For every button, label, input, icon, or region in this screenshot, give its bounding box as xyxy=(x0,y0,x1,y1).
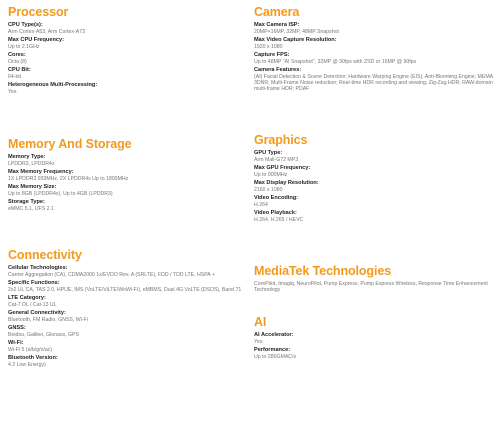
spec-label: Max CPU Frequency: xyxy=(8,37,64,43)
spec-label: Max GPU Frequency: xyxy=(254,165,311,171)
section-title: AI xyxy=(254,315,267,329)
section-graphics xyxy=(254,133,494,225)
spec-label: GPU Type: xyxy=(254,150,283,156)
spec-item xyxy=(254,195,494,208)
spec-value: Up to 900MHz xyxy=(254,171,288,178)
section-mediatek-technologies xyxy=(254,264,494,296)
spec-value: Carrier Aggregation (CA), CDMA2000 1x/EVDO Rev. A (SRLTE), FDD / TDD LTE, HSPA + xyxy=(8,271,215,278)
spec-value: (AI) Facial Detection & Scene Detection; Hardware Warping Engine (EIS); Anti-Blooming Engine; MEMA 3DNR; Multi-Frame Noise reduction; Real-time HDR recording and viewing; Zig-Zag HDR; RAW-domain multi-frame HDR; PDAF xyxy=(254,73,493,93)
spec-item xyxy=(8,184,246,197)
spec-item xyxy=(254,22,494,35)
section-ai xyxy=(254,315,494,362)
spec-item xyxy=(254,180,494,193)
spec-item xyxy=(8,169,246,182)
spec-item xyxy=(254,281,494,294)
spec-label: Heterogeneous Multi-Processing: xyxy=(8,82,98,88)
spec-label: LTE Category: xyxy=(8,295,46,301)
spec-item xyxy=(254,37,494,50)
spec-item xyxy=(254,165,494,178)
spec-label: Cores: xyxy=(8,52,26,58)
spec-label: Cellular Technologies: xyxy=(8,265,68,271)
spec-value: eMMC 5.1, UFS 2.1 xyxy=(8,205,54,212)
spec-value: 1X LPDDR3 933MHz, 2X LPDDR4x Up to 1800MHz xyxy=(8,175,129,182)
section-title: Camera xyxy=(254,5,300,19)
section-title: Graphics xyxy=(254,133,308,147)
spec-label: Storage Type: xyxy=(8,199,45,205)
spec-value: Up to 2.1GHz xyxy=(8,43,40,50)
section-title: Connectivity xyxy=(8,248,82,262)
spec-item xyxy=(8,355,246,368)
spec-label: Wi-Fi: xyxy=(8,340,24,346)
spec-value: Bluetooth, FM Radio, GNSS, Wi-Fi xyxy=(8,316,88,323)
spec-item xyxy=(254,150,494,163)
spec-label: General Connectivity: xyxy=(8,310,66,316)
spec-label: CPU Bit: xyxy=(8,67,31,73)
spec-item xyxy=(254,52,494,65)
spec-label: Specific Functions: xyxy=(8,280,60,286)
spec-label: AI Accelerator: xyxy=(254,332,294,338)
spec-label: Memory Type: xyxy=(8,154,46,160)
spec-item xyxy=(8,280,246,293)
spec-item xyxy=(8,82,246,95)
spec-value: Arm Cortex-A53, Arm Cortex-A73 xyxy=(8,28,85,35)
spec-item xyxy=(8,199,246,212)
spec-label: CPU Type(s): xyxy=(8,22,43,28)
spec-value: 64-bit xyxy=(8,73,21,80)
spec-item xyxy=(8,325,246,338)
spec-item xyxy=(8,52,246,65)
spec-item xyxy=(8,154,246,167)
spec-label: GNSS: xyxy=(8,325,26,331)
spec-value: Arm Mali-G72 MP3 xyxy=(254,156,299,163)
spec-item xyxy=(254,67,494,93)
spec-value: 1920 x 1080 xyxy=(254,43,283,50)
spec-value: 20MP+16MP, 32MP, 48MP Snapshot xyxy=(254,28,339,35)
spec-label: Camera Features: xyxy=(254,67,302,73)
spec-item xyxy=(8,37,246,50)
spec-value: Up to 48MP "AI Snapshot", 32MP @ 30fps with ZSD or 16MP @ 90fps xyxy=(254,58,417,65)
spec-item xyxy=(8,310,246,323)
section-connectivity xyxy=(8,248,246,370)
spec-label: Max Display Resolution: xyxy=(254,180,319,186)
spec-value: Wi-Fi 5 (a/b/g/n/ac) xyxy=(8,346,53,353)
section-title: Processor xyxy=(8,5,69,19)
spec-label: Performance: xyxy=(254,347,291,353)
spec-item xyxy=(8,295,246,308)
spec-value: Up to 8GB (LPDDR4x), Up to 4GB (LPDDR3) xyxy=(8,190,113,197)
spec-value: Yes xyxy=(8,88,17,95)
spec-value: H.264, H.265 / HEVC xyxy=(254,216,304,223)
section-camera xyxy=(254,5,494,95)
section-title: Memory And Storage xyxy=(8,137,132,151)
spec-value: 2x2 UL CA, TAS 2.0, HPUE, IMS (VoLTE\ViLTE\WoWi-Fi), eMBMS, Dual 4G VoLTE (DSDS), Band 71 xyxy=(8,286,242,293)
section-processor xyxy=(8,5,246,97)
spec-label: Max Memory Size: xyxy=(8,184,57,190)
spec-item xyxy=(254,347,494,360)
section-title: MediaTek Technologies xyxy=(254,264,392,278)
spec-value: 4.2 Low Energy) xyxy=(8,361,46,368)
spec-value: CorePilot, Imagiq, NeuroPilot, Pump Express, Pump Express Wireless, Response Time Enhancement Technology xyxy=(254,281,488,294)
spec-value: Octa (8) xyxy=(8,58,27,65)
spec-value: H.264 xyxy=(254,201,268,208)
spec-label: Capture FPS: xyxy=(254,52,290,58)
spec-value: Yes xyxy=(254,338,263,345)
spec-label: Video Encoding: xyxy=(254,195,299,201)
spec-item xyxy=(8,340,246,353)
spec-value: Cat-7 DL / Cat-13 UL xyxy=(8,301,57,308)
section-memory-storage xyxy=(8,137,246,214)
spec-label: Max Camera ISP: xyxy=(254,22,300,28)
spec-value: Beidou, Galileo, Glonass, GPS xyxy=(8,331,79,338)
spec-item xyxy=(8,265,246,278)
spec-label: Bluetooth Version: xyxy=(8,355,58,361)
spec-item xyxy=(8,67,246,80)
spec-value: Up to 280GMAC/s xyxy=(254,353,297,360)
spec-item xyxy=(254,332,494,345)
spec-item xyxy=(254,210,494,223)
spec-value: 2160 x 1080 xyxy=(254,186,283,193)
spec-value: LPDDR3, LPDDR4x xyxy=(8,160,55,167)
spec-label: Max Memory Frequency: xyxy=(8,169,74,175)
spec-item xyxy=(8,22,246,35)
spec-label: Max Video Capture Resolution: xyxy=(254,37,337,43)
spec-label: Video Playback: xyxy=(254,210,297,216)
